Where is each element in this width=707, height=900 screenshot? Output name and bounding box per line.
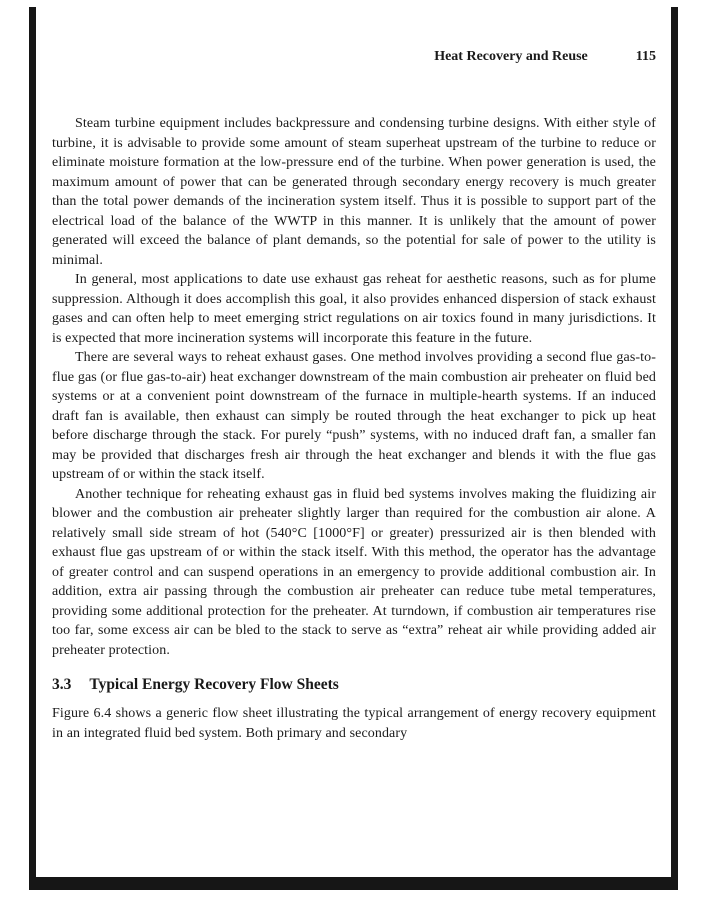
section-heading [52,675,656,695]
scan-edge-bottom [29,877,678,890]
paragraph-figure-intro: Figure 6.4 shows a generic flow sheet illustrating the typical arrangement of energy recovery equipment in an integrated fluid bed system. Both primary and secondary [52,706,656,741]
running-header [52,49,656,65]
paragraph-reheat-methods: There are several ways to reheat exhaust gases. One method involves providing a second flue gas-to-flue gas (or flue gas-to-air) heat exchanger downstream of the main combustion air preheater on fluid bed systems or at a convenient point downstream of the furnace in multiple-hearth systems. If an induced draft fan is available, then exhaust can simply be routed through the heat exchanger to pick up heat before discharge through the stack. For purely “push” systems, with no induced draft fan, a smaller fan may be provided that discharges fresh air through the heat exchanger and blends it with the flue gas upstream of or within the stack itself. [52,350,656,482]
paragraph-another-technique: Another technique for reheating exhaust gas in fluid bed systems involves making the fluidizing air blower and the combustion air preheater slightly larger than required for the combustion air alone. A relatively small side stream of hot (540°C [1000°F] or greater) pressurized air is then blended with exhaust flue gas upstream of or within the stack itself. With this method, the operator has the advantage of greater control and can suspend operations in an emergency to provide additional combustion air. In addition, extra air passing through the combustion air preheater can reduce tube metal temperatures, providing some additional protection for the preheater. At turndown, if combustion air temperatures rise too far, some excess air can be bled to the stack to serve as “extra” reheat air while providing added air preheater protection. [52,486,656,658]
paragraph-steam-turbine: Steam turbine equipment includes backpressure and condensing turbine designs. With either style of turbine, it is advisable to provide some amount of steam superheat upstream of the turbine to reduce or eliminate moisture formation at the low-pressure end of the turbine. When power generation is used, the maximum amount of power that can be generated through secondary energy recovery is much greater than the total power demands of the incineration system itself. Thus it is possible to support part of the electrical load of the balance of the WWTP in this manner. It is unlikely that the amount of power generated will exceed the balance of plant demands, so the potential for sale of power to the utility is minimal. [52,116,656,268]
scan-edge-right [671,7,678,890]
page-content [52,0,656,743]
section-number: 3.3 [52,676,72,693]
running-header-title: Heat Recovery and Reuse [434,49,588,64]
section-title: Typical Energy Recovery Flow Sheets [89,676,339,693]
paragraph-exhaust-gas-reheat: In general, most applications to date use exhaust gas reheat for aesthetic reasons, such as for plume suppression. Although it does accomplish this goal, it also provides enhanced dispersion of stack exhaust gases and can often help to meet emerging strict regulations on air toxics found in many jurisdictions. It is expected that more incineration systems will incorporate this feature in the future. [52,272,656,346]
page-number: 115 [635,49,656,64]
scan-edge-left [29,7,36,890]
body-text [52,114,656,743]
